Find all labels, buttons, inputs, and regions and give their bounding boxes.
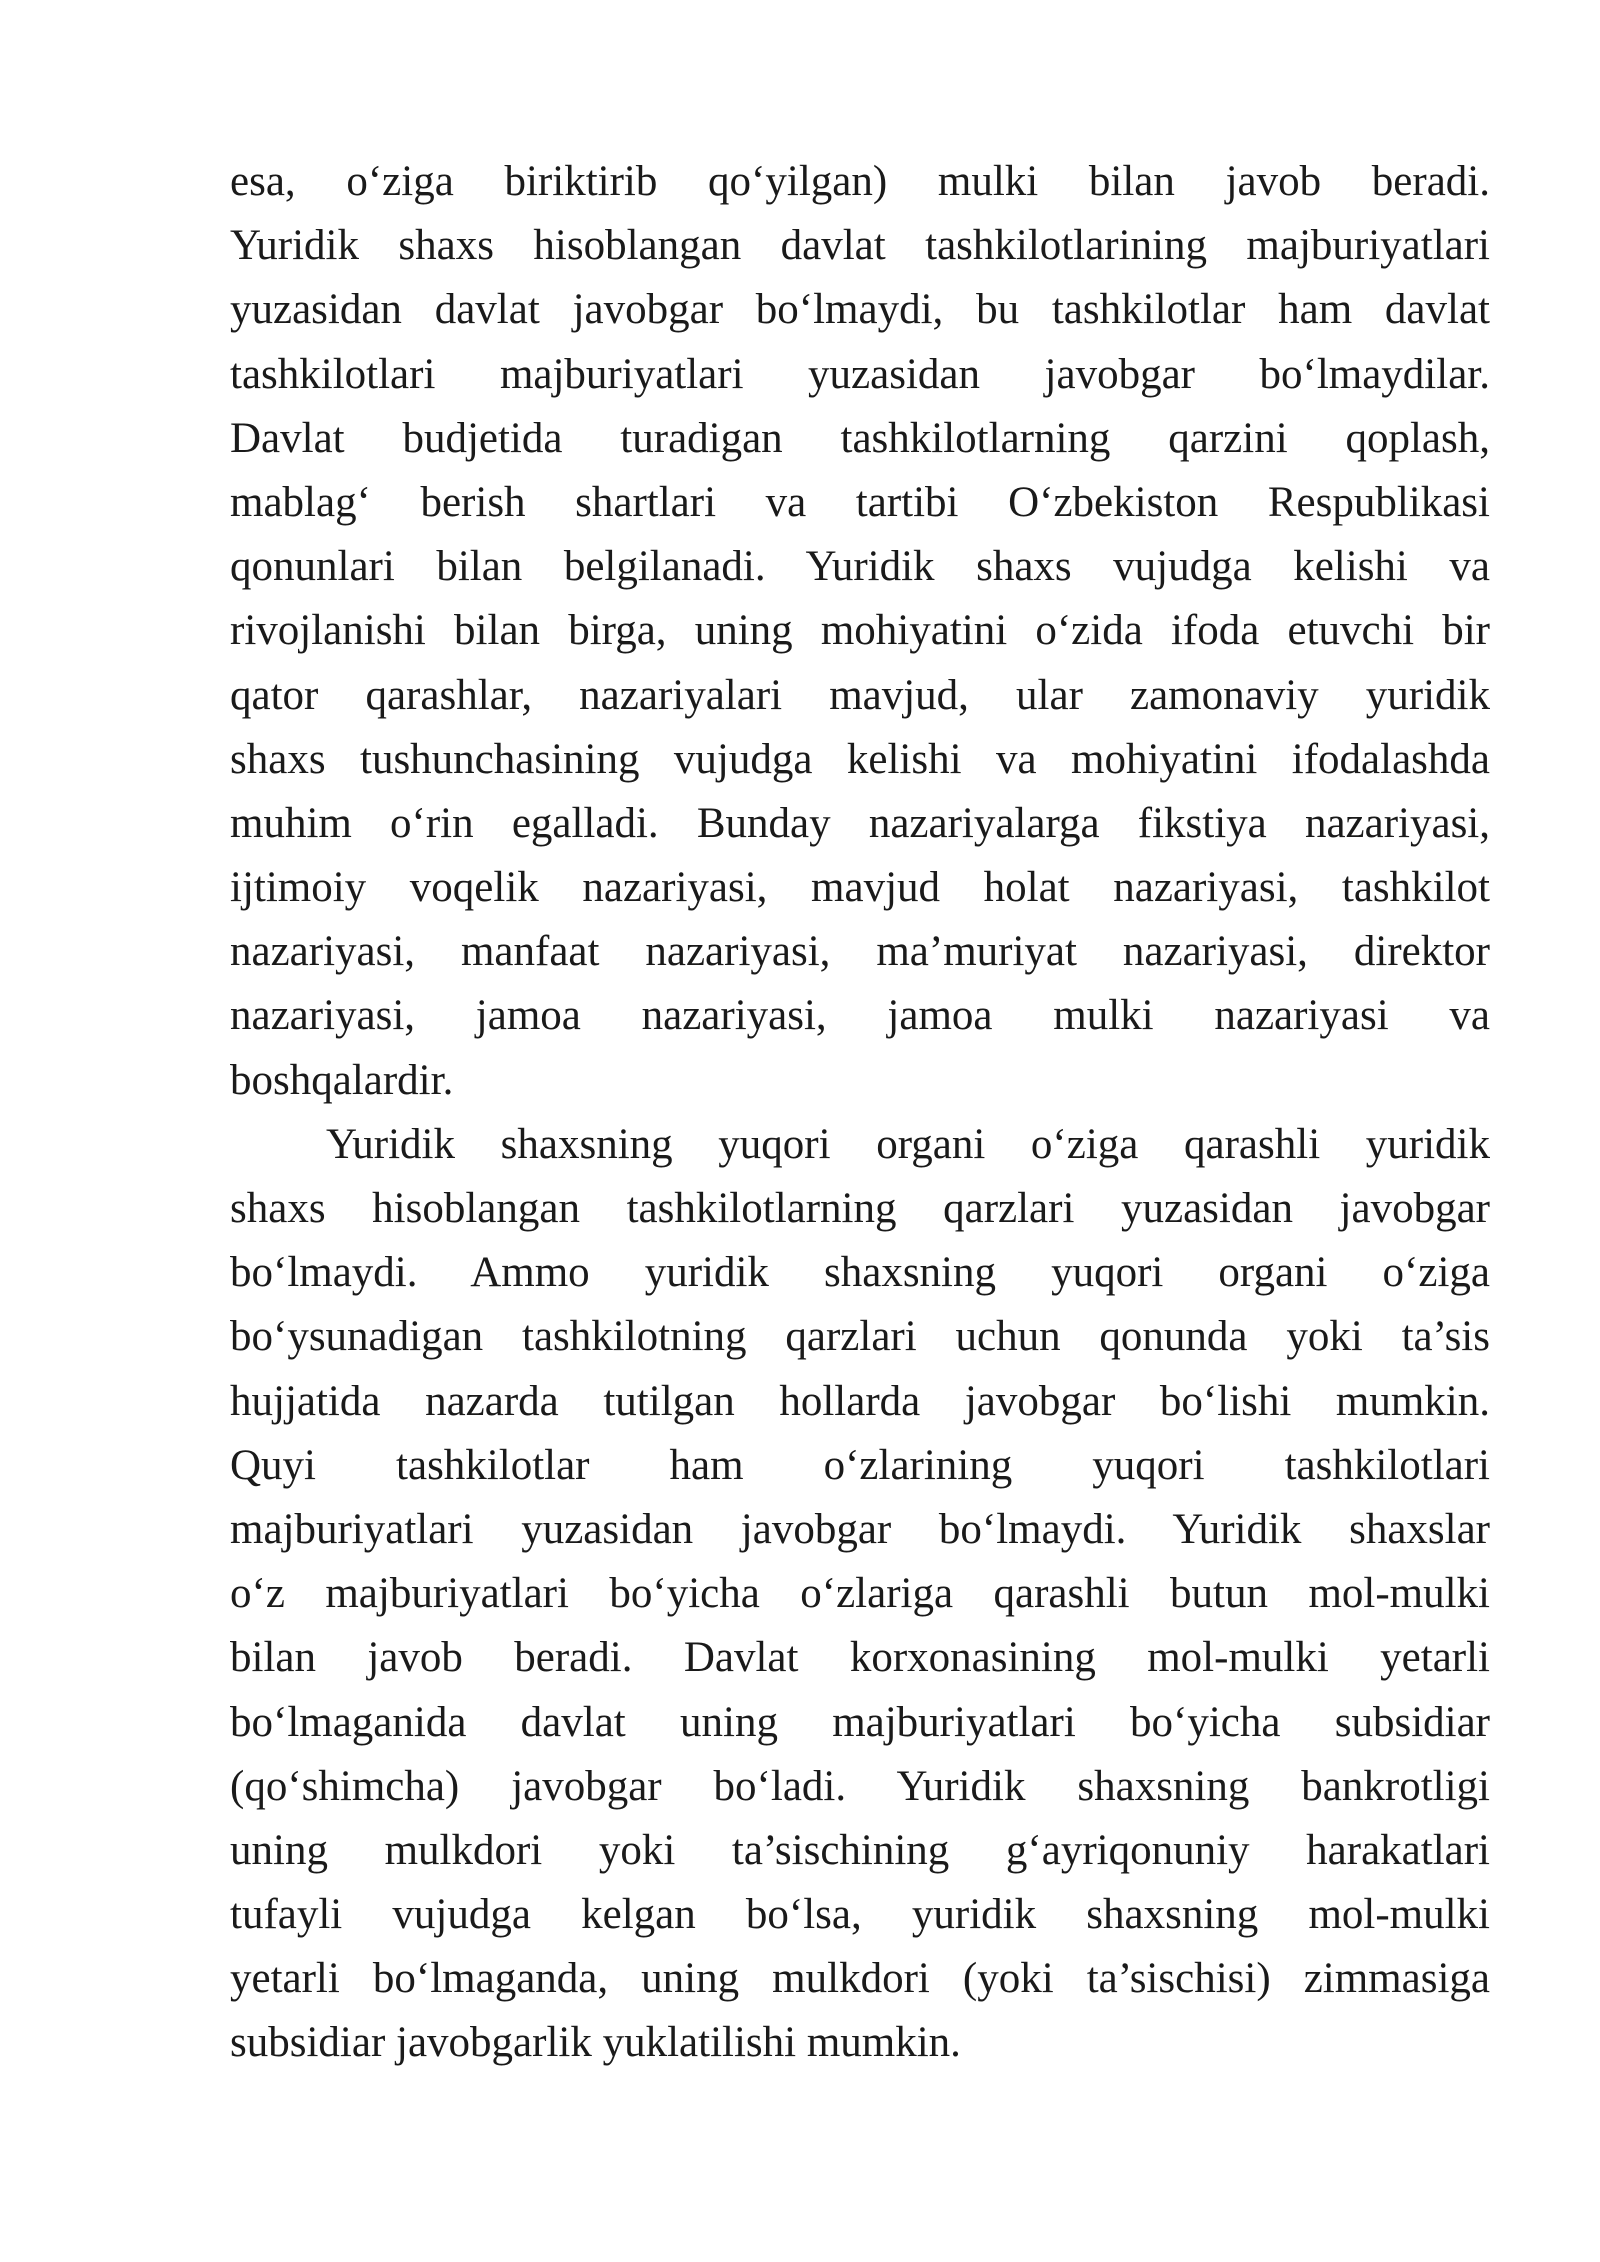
text-line: bo‘lmaydi. Ammo yuridik shaxsning yuqori organi o‘ziga bbox=[230, 1249, 1490, 1297]
text-line: o‘z majburiyatlari bo‘yicha o‘zlariga qarashli butun mol-mulki bbox=[230, 1570, 1490, 1618]
text-line: shaxs tushunchasining vujudga kelishi va mohiyatini ifodalashda bbox=[230, 735, 1490, 783]
text-line: muhim o‘rin egalladi. Bunday nazariyalarga fikstiya nazariyasi, bbox=[230, 799, 1490, 847]
text-line: ijtimoiy voqelik nazariyasi, mavjud holat nazariyasi, tashkilot bbox=[230, 864, 1490, 912]
text-line: bo‘ysunadigan tashkilotning qarzlari uchun qonunda yoki ta’sis bbox=[230, 1313, 1490, 1361]
text-line: subsidiar javobgarlik yuklatilishi mumkin. bbox=[230, 2019, 961, 2067]
text-line: (qo‘shimcha) javobgar bo‘ladi. Yuridik shaxsning bankrotligi bbox=[230, 1762, 1490, 1810]
text-line: majburiyatlari yuzasidan javobgar bo‘lmaydi. Yuridik shaxslar bbox=[230, 1505, 1490, 1553]
text-line: tufayli vujudga kelgan bo‘lsa, yuridik shaxsning mol-mulki bbox=[230, 1891, 1490, 1939]
text-line: qonunlari bilan belgilanadi. Yuridik shaxs vujudga kelishi va bbox=[230, 543, 1490, 591]
text-line: Yuridik shaxs hisoblangan davlat tashkilotlarining majburiyatlari bbox=[230, 222, 1490, 270]
text-line: tashkilotlari majburiyatlari yuzasidan javobgar bo‘lmaydilar. bbox=[230, 350, 1490, 398]
text-line: Davlat budjetida turadigan tashkilotlarning qarzini qoplash, bbox=[230, 414, 1490, 462]
text-line: nazariyasi, jamoa nazariyasi, jamoa mulki nazariyasi va bbox=[230, 992, 1490, 1040]
document-body-text bbox=[230, 150, 1490, 2076]
paragraph bbox=[230, 1113, 1490, 2076]
text-line: bilan javob beradi. Davlat korxonasining mol-mulki yetarli bbox=[230, 1634, 1490, 1682]
text-line: qator qarashlar, nazariyalari mavjud, ular zamonaviy yuridik bbox=[230, 671, 1490, 719]
text-line: yetarli bo‘lmaganda, uning mulkdori (yoki ta’sischisi) zimmasiga bbox=[230, 1955, 1490, 2003]
text-line: Quyi tashkilotlar ham o‘zlarining yuqori tashkilotlari bbox=[230, 1441, 1490, 1489]
text-line: mablag‘ berish shartlari va tartibi O‘zbekiston Respublikasi bbox=[230, 478, 1490, 526]
text-line: boshqalardir. bbox=[230, 1056, 454, 1104]
text-line: shaxs hisoblangan tashkilotlarning qarzlari yuzasidan javobgar bbox=[230, 1185, 1490, 1232]
text-line: rivojlanishi bilan birga, uning mohiyatini o‘zida ifoda etuvchi bir bbox=[230, 607, 1490, 655]
text-line: nazariyasi, manfaat nazariyasi, ma’muriyat nazariyasi, direktor bbox=[230, 928, 1490, 976]
paragraph bbox=[230, 150, 1490, 1113]
text-line: uning mulkdori yoki ta’sischining g‘ayriqonuniy harakatlari bbox=[230, 1826, 1490, 1874]
text-line: bo‘lmaganida davlat uning majburiyatlari bo‘yicha subsidiar bbox=[230, 1698, 1490, 1746]
text-line: hujjatida nazarda tutilgan hollarda javobgar bo‘lishi mumkin. bbox=[230, 1377, 1490, 1425]
text-line: Yuridik shaxsning yuqori organi o‘ziga qarashli yuridik bbox=[326, 1120, 1490, 1168]
text-line: yuzasidan davlat javobgar bo‘lmaydi, bu tashkilotlar ham davlat bbox=[230, 286, 1490, 334]
text-line: esa, o‘ziga biriktirib qo‘yilgan) mulki bilan javob beradi. bbox=[230, 158, 1490, 205]
